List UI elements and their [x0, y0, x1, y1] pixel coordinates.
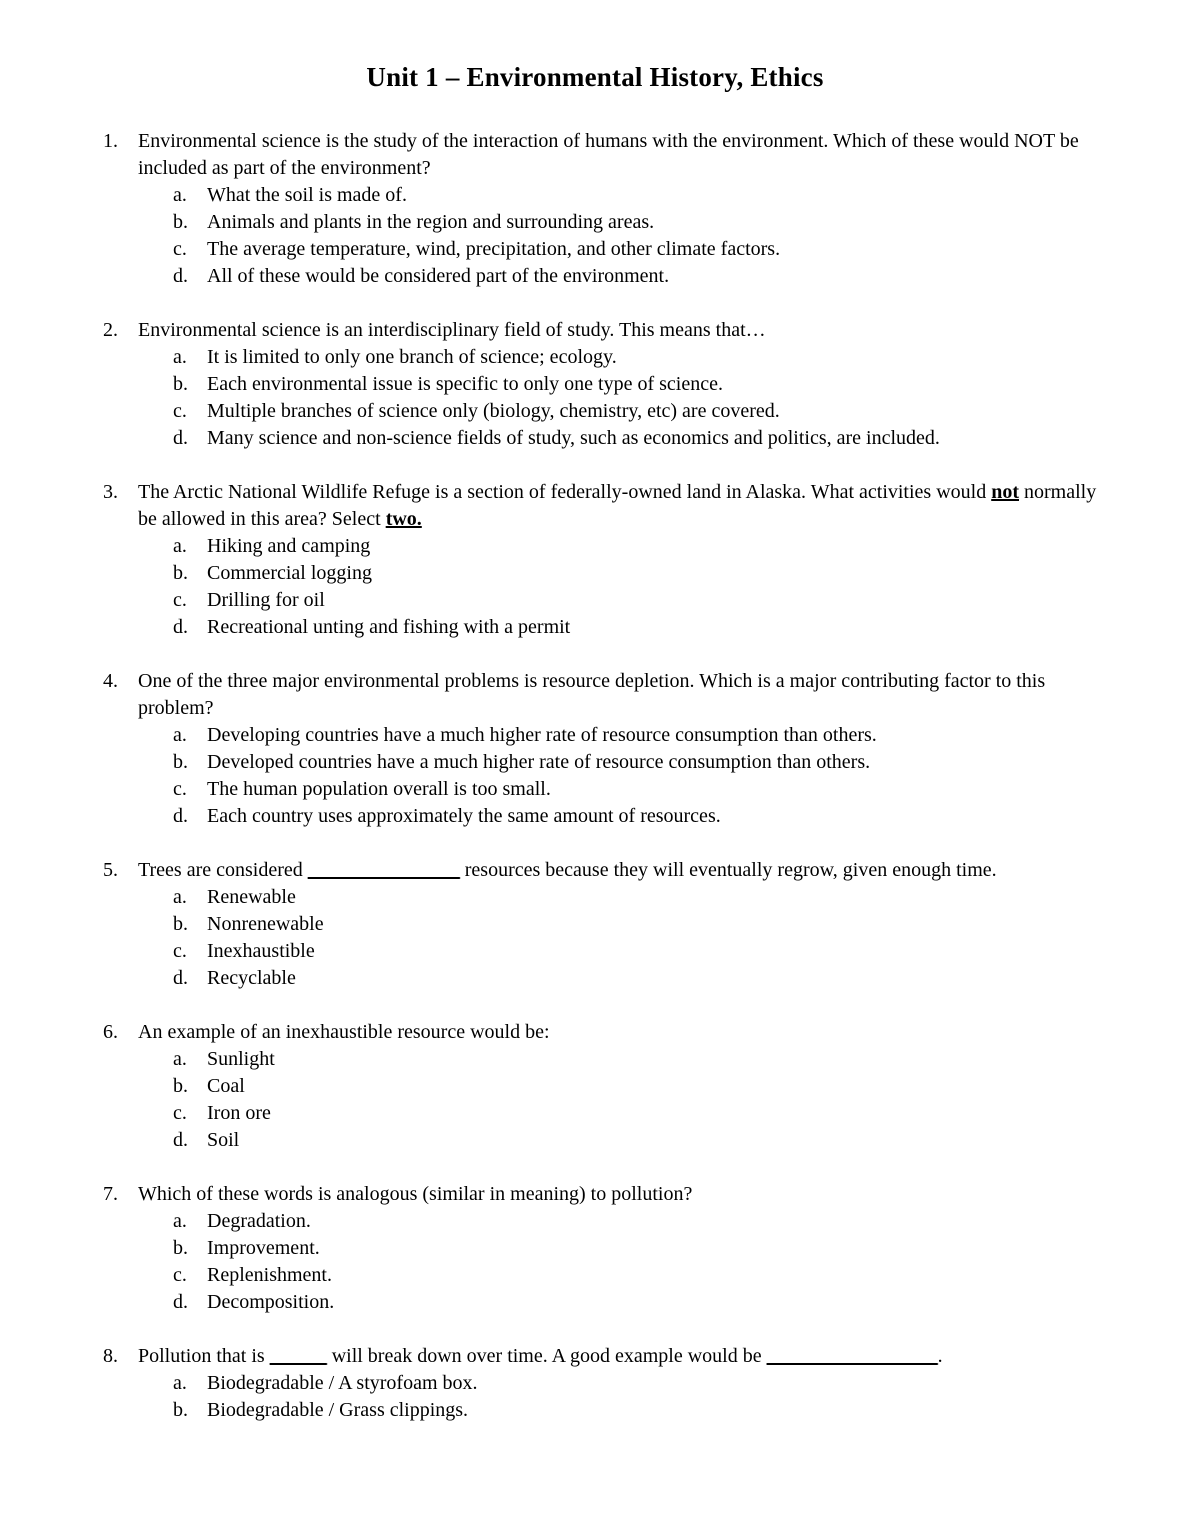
option-text: The average temperature, wind, precipitation, and other climate factors. — [207, 238, 781, 260]
option-letter: a. — [173, 886, 187, 908]
question-list — [0, 128, 1190, 1451]
option-letter: a. — [173, 184, 187, 206]
option-text: Nonrenewable — [207, 913, 324, 935]
option-letter: d. — [173, 616, 188, 638]
text-run: Trees are considered — [138, 859, 308, 881]
option-letter: a. — [173, 346, 187, 368]
option-text: Drilling for oil — [207, 589, 325, 611]
question-block — [0, 857, 1190, 992]
answer-option[interactable] — [0, 614, 1190, 641]
answer-option[interactable] — [0, 398, 1190, 425]
option-text: Biodegradable / A styrofoam box. — [207, 1372, 478, 1394]
question-stem — [0, 1181, 1190, 1208]
question-block — [0, 1343, 1190, 1424]
option-letter: c. — [173, 589, 187, 611]
emphasized-text: not — [991, 481, 1019, 503]
answer-option[interactable] — [0, 1397, 1190, 1424]
option-list — [0, 344, 1190, 452]
question-stem — [0, 317, 1190, 344]
option-letter: b. — [173, 373, 188, 395]
answer-option[interactable] — [0, 587, 1190, 614]
option-text: Renewable — [207, 886, 296, 908]
option-letter: b. — [173, 562, 188, 584]
option-letter: a. — [173, 1210, 187, 1232]
answer-option[interactable] — [0, 1235, 1190, 1262]
option-text: It is limited to only one branch of science; ecology. — [207, 346, 617, 368]
answer-option[interactable] — [0, 1073, 1190, 1100]
question-number: 4. — [103, 670, 118, 692]
option-letter: d. — [173, 265, 188, 287]
answer-option[interactable] — [0, 1208, 1190, 1235]
option-letter: c. — [173, 400, 187, 422]
option-text: Inexhaustible — [207, 940, 315, 962]
question-text — [138, 128, 1102, 182]
answer-option[interactable] — [0, 1100, 1190, 1127]
answer-blank: ______ — [269, 1345, 327, 1367]
option-text: Replenishment. — [207, 1264, 332, 1286]
option-list — [0, 1370, 1190, 1424]
answer-option[interactable] — [0, 182, 1190, 209]
text-run: One of the three major environmental problems is resource depletion. Which is a major contributing factor to this problem? — [138, 670, 1046, 719]
answer-option[interactable] — [0, 371, 1190, 398]
text-run: Environmental science is an interdisciplinary field of study. This means that… — [138, 319, 766, 341]
option-letter: a. — [173, 1048, 187, 1070]
question-text — [138, 317, 1102, 344]
option-text: Improvement. — [207, 1237, 320, 1259]
answer-option[interactable] — [0, 533, 1190, 560]
text-run: will break down over time. A good example would be — [326, 1345, 767, 1367]
answer-option[interactable] — [0, 938, 1190, 965]
option-text: Many science and non-science fields of study, such as economics and politics, are included. — [207, 427, 940, 449]
option-letter: d. — [173, 1129, 188, 1151]
question-stem — [0, 857, 1190, 884]
option-letter: c. — [173, 1102, 187, 1124]
option-list — [0, 884, 1190, 992]
question-block — [0, 1181, 1190, 1316]
question-number: 6. — [103, 1021, 118, 1043]
option-text: Animals and plants in the region and surrounding areas. — [207, 211, 655, 233]
answer-option[interactable] — [0, 344, 1190, 371]
option-letter: b. — [173, 1399, 188, 1421]
answer-option[interactable] — [0, 776, 1190, 803]
option-text: Each environmental issue is specific to only one type of science. — [207, 373, 723, 395]
answer-option[interactable] — [0, 803, 1190, 830]
question-number: 3. — [103, 481, 118, 503]
option-text: Recyclable — [207, 967, 296, 989]
answer-option[interactable] — [0, 884, 1190, 911]
option-letter: b. — [173, 1237, 188, 1259]
option-text: Iron ore — [207, 1102, 271, 1124]
option-text: All of these would be considered part of the environment. — [207, 265, 670, 287]
answer-blank: __________________ — [766, 1345, 938, 1367]
option-letter: b. — [173, 751, 188, 773]
option-letter: d. — [173, 427, 188, 449]
question-number: 7. — [103, 1183, 118, 1205]
answer-option[interactable] — [0, 1370, 1190, 1397]
answer-option[interactable] — [0, 263, 1190, 290]
option-text: Coal — [207, 1075, 245, 1097]
option-text: Recreational unting and fishing with a permit — [207, 616, 571, 638]
question-number: 8. — [103, 1345, 118, 1367]
option-letter: a. — [173, 1372, 187, 1394]
option-list — [0, 533, 1190, 641]
option-text: Biodegradable / Grass clippings. — [207, 1399, 469, 1421]
text-run: Environmental science is the study of the interaction of humans with the environment. Which of these would NOT be included as part of the environment? — [138, 130, 1079, 179]
question-text — [138, 1343, 1102, 1370]
answer-option[interactable] — [0, 965, 1190, 992]
question-text — [138, 668, 1102, 722]
option-text: Decomposition. — [207, 1291, 335, 1313]
emphasized-text: two. — [385, 508, 422, 530]
option-list — [0, 722, 1190, 830]
text-run: . — [937, 1345, 943, 1367]
text-run: Pollution that is — [138, 1345, 270, 1367]
question-stem — [0, 128, 1190, 182]
answer-option[interactable] — [0, 236, 1190, 263]
text-run: The Arctic National Wildlife Refuge is a section of federally-owned land in Alaska. What activities would — [138, 481, 992, 503]
option-letter: b. — [173, 211, 188, 233]
question-block — [0, 479, 1190, 641]
option-text: Commercial logging — [207, 562, 372, 584]
question-text — [138, 1181, 1102, 1208]
answer-option[interactable] — [0, 911, 1190, 938]
question-number: 5. — [103, 859, 118, 881]
option-text: Multiple branches of science only (biology, chemistry, etc) are covered. — [207, 400, 780, 422]
option-letter: c. — [173, 940, 187, 962]
answer-blank: ________________ — [307, 859, 460, 881]
question-stem — [0, 479, 1190, 533]
text-run: normally be allowed in this area? Select — [138, 481, 1097, 530]
option-text: Each country uses approximately the same amount of resources. — [207, 805, 721, 827]
option-letter: c. — [173, 778, 187, 800]
option-letter: d. — [173, 1291, 188, 1313]
answer-option[interactable] — [0, 1127, 1190, 1154]
option-list — [0, 182, 1190, 290]
option-list — [0, 1208, 1190, 1316]
answer-option[interactable] — [0, 209, 1190, 236]
question-number: 1. — [103, 130, 118, 152]
question-block — [0, 668, 1190, 830]
answer-option[interactable] — [0, 1046, 1190, 1073]
text-run: An example of an inexhaustible resource would be: — [138, 1021, 550, 1043]
option-text: Developing countries have a much higher rate of resource consumption than others. — [207, 724, 877, 746]
answer-option[interactable] — [0, 1289, 1190, 1316]
answer-option[interactable] — [0, 1262, 1190, 1289]
option-letter: d. — [173, 805, 188, 827]
question-stem — [0, 1019, 1190, 1046]
option-letter: a. — [173, 724, 187, 746]
option-text: Developed countries have a much higher rate of resource consumption than others. — [207, 751, 871, 773]
question-block — [0, 128, 1190, 290]
question-text — [138, 857, 1102, 884]
question-text — [138, 479, 1102, 533]
answer-option[interactable] — [0, 425, 1190, 452]
option-letter: c. — [173, 238, 187, 260]
option-list — [0, 1046, 1190, 1154]
option-letter: b. — [173, 913, 188, 935]
answer-option[interactable] — [0, 560, 1190, 587]
option-letter: c. — [173, 1264, 187, 1286]
option-text: Degradation. — [207, 1210, 311, 1232]
answer-option[interactable] — [0, 722, 1190, 749]
question-text — [138, 1019, 1102, 1046]
question-number: 2. — [103, 319, 118, 341]
option-text: Sunlight — [207, 1048, 275, 1070]
option-text: What the soil is made of. — [207, 184, 407, 206]
question-block — [0, 317, 1190, 452]
option-letter: b. — [173, 1075, 188, 1097]
text-run: Which of these words is analogous (similar in meaning) to pollution? — [138, 1183, 693, 1205]
option-letter: d. — [173, 967, 188, 989]
question-block — [0, 1019, 1190, 1154]
text-run: resources because they will eventually regrow, given enough time. — [459, 859, 997, 881]
question-stem — [0, 668, 1190, 722]
question-stem — [0, 1343, 1190, 1370]
page-title: Unit 1 – Environmental History, Ethics — [366, 62, 824, 92]
option-text: The human population overall is too small. — [207, 778, 551, 800]
answer-option[interactable] — [0, 749, 1190, 776]
option-text: Soil — [207, 1129, 240, 1151]
option-letter: a. — [173, 535, 187, 557]
option-text: Hiking and camping — [207, 535, 371, 557]
